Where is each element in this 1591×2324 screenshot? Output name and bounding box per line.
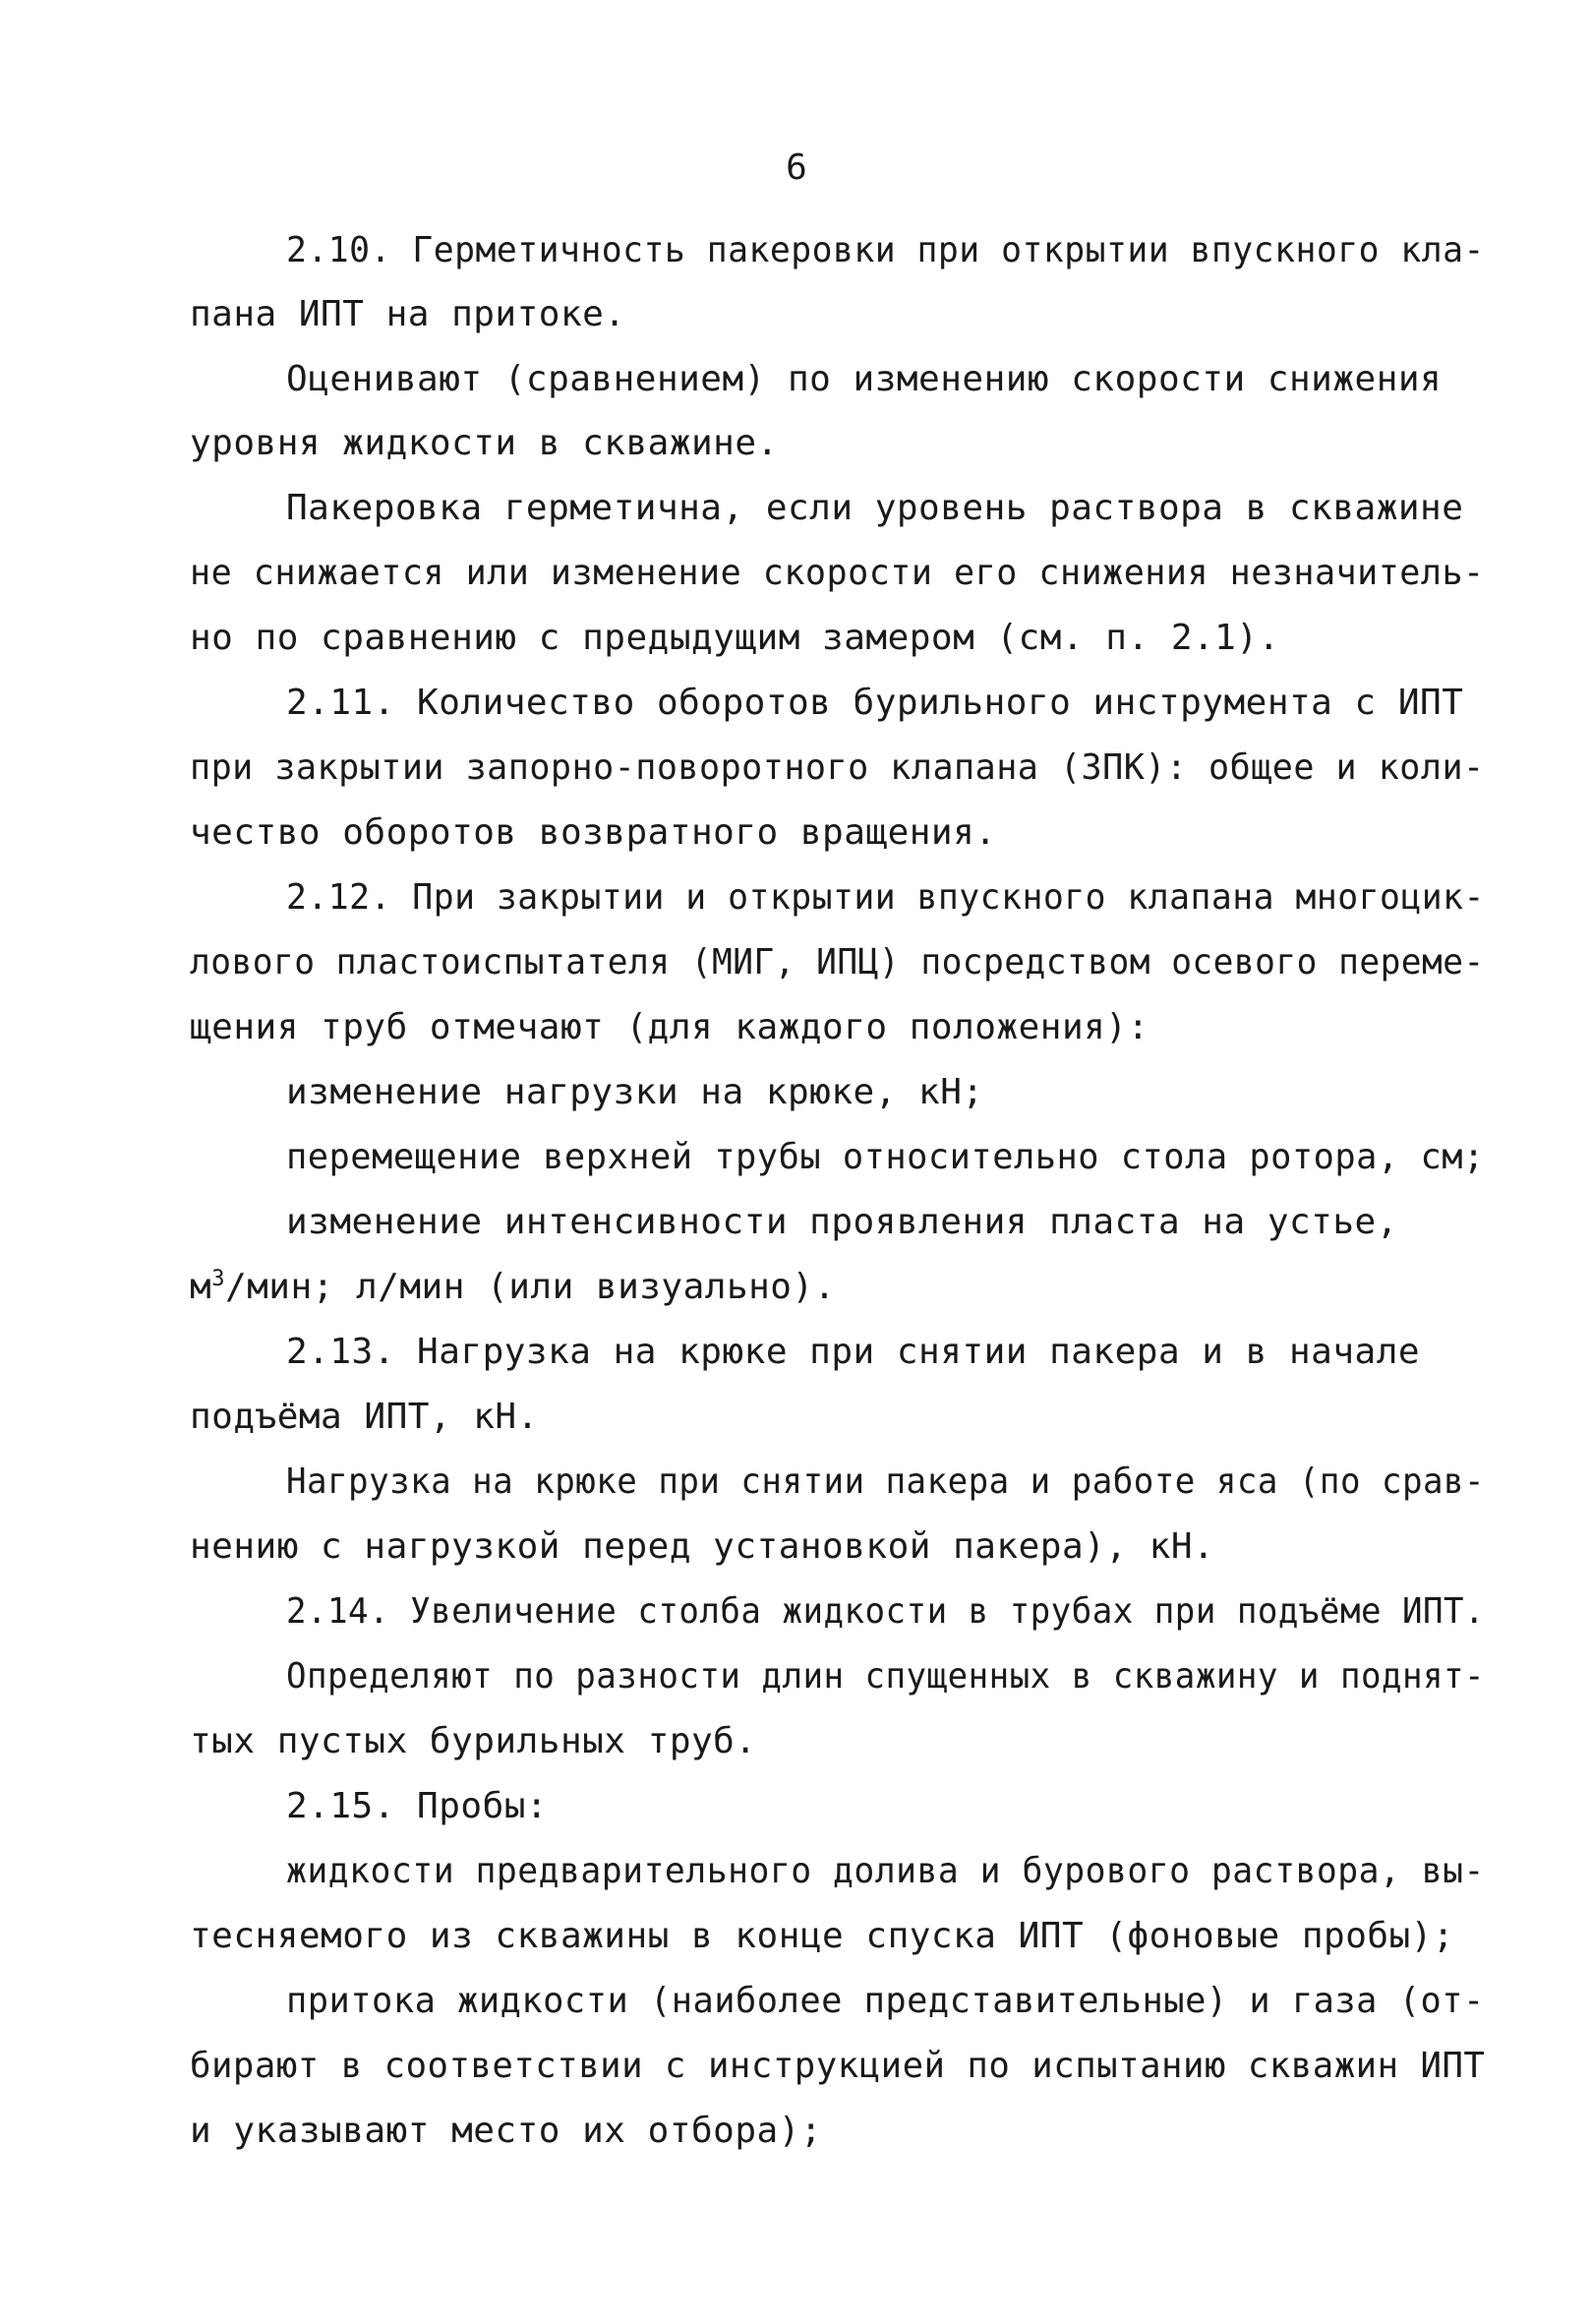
text-line: Пакеровка герметична, если уровень раствора в скважине (286, 488, 1464, 528)
text-line: тесняемого из скважины в конце спуска ИПТ (фоновые пробы); (190, 1916, 1455, 1956)
text-line: Оценивают (сравнением) по изменению скорости снижения (286, 359, 1443, 399)
text-line: щения труб отмечают (для каждого положения): (190, 1007, 1149, 1047)
text-line: 2.10. Герметичность пакеровки при открытии впускного кла- (286, 230, 1485, 270)
text-line: пана ИПТ на притоке. (190, 294, 626, 334)
text-line: нению с нагрузкой перед установкой пакера), кН. (190, 1526, 1215, 1567)
text-line: чество оборотов возвратного вращения. (190, 812, 997, 853)
text-line: уровня жидкости в скважине. (190, 423, 779, 463)
page-number: 6 (786, 148, 807, 188)
text-line-with-unit (190, 1266, 836, 1309)
text-line: изменение интенсивности проявления пласта на устье, (286, 1202, 1398, 1242)
text-line: лового пластоиспытателя (МИГ, ИПЦ) посредством осевого переме- (190, 942, 1485, 983)
text-line: не снижается или изменение скорости его снижения незначитель- (190, 553, 1485, 593)
text-line: Определяют по разности длин спущенных в скважину и поднят- (286, 1656, 1486, 1697)
text-line: Нагрузка на крюке при снятии пакера и работе яса (по срав- (286, 1461, 1486, 1502)
text-line: 2.12. При закрытии и открытии впускного клапана многоцик- (286, 877, 1485, 918)
text-line: 2.11. Количество оборотов бурильного инструмента с ИПТ (286, 683, 1464, 723)
text-line: 2.14. Увеличение столба жидкости в трубах при подъёме ИПТ. (286, 1591, 1486, 1632)
text-line: 2.13. Нагрузка на крюке при снятии пакера и в начале (286, 1332, 1421, 1372)
text-line: изменение нагрузки на крюке, кН; (286, 1072, 984, 1112)
text-line: и указывают место их отбора); (190, 2111, 823, 2151)
text-line: бирают в соответствии с инструкцией по испытанию скважин ИПТ (190, 2046, 1486, 2086)
unit-exponent: 3 (211, 1267, 225, 1291)
text-line: 2.15. Пробы: (286, 1786, 549, 1826)
text-line: но по сравнению с предыдущим замером (см. п. 2.1). (190, 618, 1280, 658)
text-line: подъёма ИПТ, кН. (190, 1397, 539, 1437)
unit-tail: /мин; (224, 1267, 334, 1307)
text-line: тых пустых бурильных труб. (190, 1721, 757, 1761)
text-line: жидкости предварительного долива и бурового раствора, вы- (286, 1851, 1485, 1891)
text-line: перемещение верхней трубы относительно стола ротора, см; (286, 1137, 1485, 1177)
unit-base: м (190, 1267, 212, 1307)
text-line: при закрытии запорно-поворотного клапана (ЗПК): общее и коли- (190, 747, 1485, 788)
text-line: притока жидкости (наиболее представительные) и газа (от- (286, 1981, 1485, 2021)
text-line-rest: л/мин (или визуально). (356, 1267, 836, 1307)
